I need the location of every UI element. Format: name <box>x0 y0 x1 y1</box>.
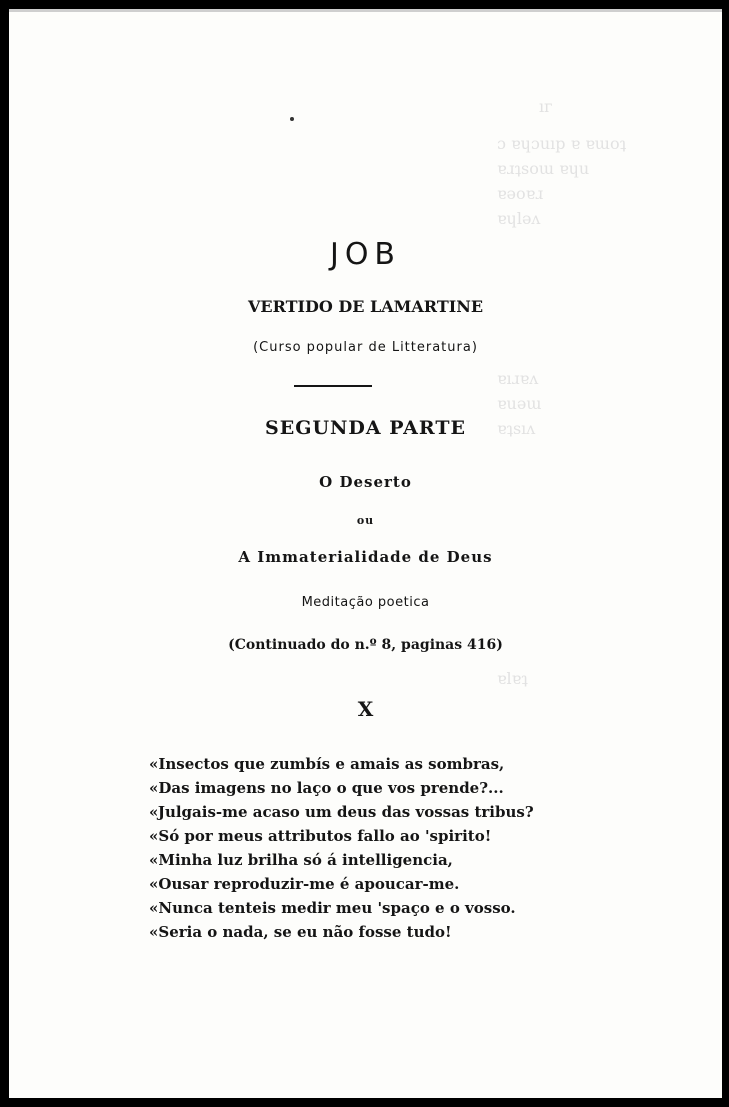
bleed-through: ɐɹʇsoɯ ɐɥu <box>497 159 590 178</box>
connector-word: ou <box>356 514 375 527</box>
bleed-through: ıᴦ <box>539 97 553 116</box>
bleed-through: ɐıɹɐʌ <box>497 369 539 388</box>
verse-line: «Só por meus attributos fallo ao 'spirito! <box>149 827 492 845</box>
verse-line: «Insectos que zumbís e amais as sombras, <box>149 755 505 773</box>
document-page <box>9 9 722 1098</box>
verse-line: «Nunca tenteis medir meu 'spaço e o vosso. <box>149 899 516 917</box>
page-top-edge <box>9 9 722 12</box>
continuation-note: (Continuado do n.º 8, paginas 416) <box>228 637 503 653</box>
subtitle: VERTIDO DE LAMARTINE <box>247 297 484 316</box>
divider-rule <box>294 385 372 387</box>
source-note: (Curso popular de Litteratura) <box>253 340 478 355</box>
verse-line: «Das imagens no laço o que vos prende?... <box>149 779 504 797</box>
section-title: O Deserto <box>319 473 412 491</box>
part-heading: SEGUNDA PARTE <box>265 417 466 439</box>
verse-line: «Ousar reproduzir-me é apoucar-me. <box>149 875 460 893</box>
verse-line: «Minha luz brilha só á intelligencia, <box>149 851 453 869</box>
bleed-through: ɔ ɐɥɔuıp ɐ ɐɯoʇ <box>497 134 626 153</box>
canto-number: X <box>357 697 374 721</box>
ink-dot <box>290 117 294 121</box>
bleed-through: ɐuǝɯ <box>497 394 542 413</box>
genre-label: Meditação poetica <box>301 595 430 610</box>
bleed-through: ɐʇsıʌ <box>497 419 536 438</box>
bleed-through: ɐǝoɐɹ <box>497 184 544 203</box>
section-subtitle: A Immaterialidade de Deus <box>238 548 493 566</box>
page-title: JOB <box>329 237 402 272</box>
verse-line: «Seria o nada, se eu não fosse tudo! <box>149 923 452 941</box>
verse-list <box>149 752 534 944</box>
verse-line: «Julgais-me acaso um deus das vossas tribus? <box>149 803 534 821</box>
bleed-through: ɐɥlǝʌ <box>497 209 541 228</box>
bleed-through: ɐlɐʇ <box>497 669 528 688</box>
